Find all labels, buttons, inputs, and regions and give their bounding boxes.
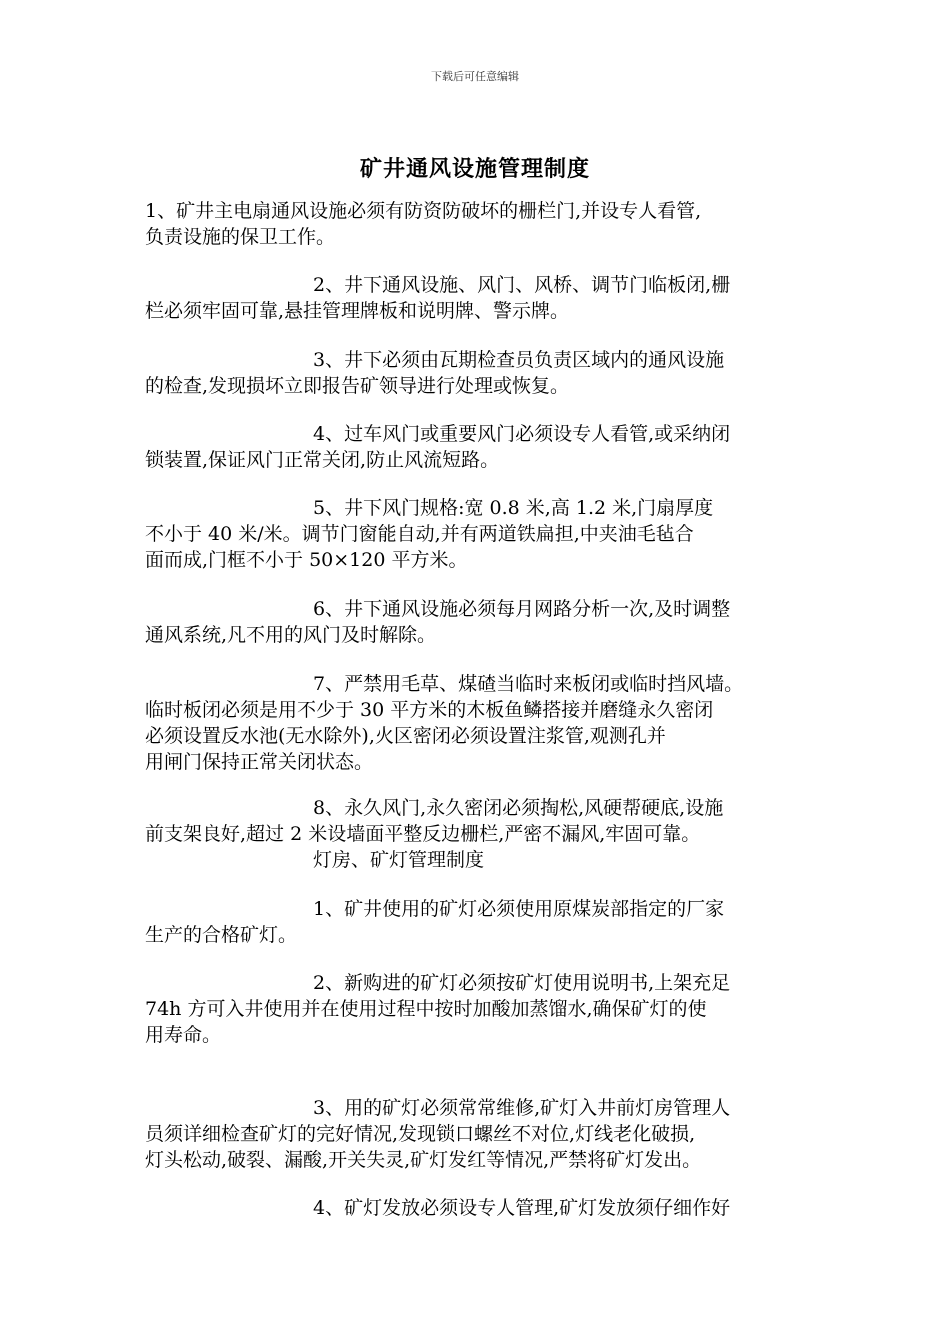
- paragraph-line: 栏必须牢固可靠,悬挂管理牌板和说明牌、警示牌。: [145, 300, 570, 322]
- paragraph-line: 3、用的矿灯必须常常维修,矿灯入井前灯房管理人: [313, 1097, 731, 1119]
- document-title: 矿井通风设施管理制度: [359, 156, 590, 182]
- paragraph-line: 4、过车风门或重要风门必须设专人看管,或采纳闭: [313, 423, 731, 445]
- paragraph-5: [145, 495, 825, 573]
- paragraph-12: [145, 1195, 825, 1221]
- paragraph-line: 6、井下通风设施必须每月网路分析一次,及时调整: [313, 598, 731, 620]
- paragraph-6: [145, 596, 825, 648]
- paragraph-7: [145, 671, 825, 775]
- paragraph-line: 7、严禁用毛草、煤碴当临时来板闭或临时挡风墙。: [313, 673, 744, 695]
- header-note: 下载后可任意编辑: [431, 70, 519, 83]
- paragraph-line: 1、矿井主电扇通风设施必须有防资防破坏的栅栏门,并设专人看管,: [145, 200, 702, 222]
- paragraph-10: [145, 970, 825, 1048]
- paragraph-line: 生产的合格矿灯。: [145, 924, 298, 946]
- paragraph-4: [145, 421, 825, 473]
- paragraph-2: [145, 272, 825, 324]
- paragraph-line: 74h 方可入井使用并在使用过程中按时加酸加蒸馏水,确保矿灯的使: [145, 998, 707, 1020]
- paragraph-line: 不小于 40 米/米。调节门窗能自动,并有两道铁扁担,中夹油毛毡合: [145, 523, 694, 545]
- paragraph-line: 灯头松动,破裂、漏酸,开关失灵,矿灯发红等情况,严禁将矿灯发出。: [145, 1149, 702, 1171]
- paragraph-8: [145, 795, 825, 873]
- paragraph-9: [145, 896, 825, 948]
- paragraph-3: [145, 347, 825, 399]
- paragraph-line: 用寿命。: [145, 1024, 222, 1046]
- paragraph-11: [145, 1095, 825, 1173]
- paragraph-line: 锁装置,保证风门正常关闭,防止风流短路。: [145, 449, 500, 471]
- paragraph-line: 员须详细检查矿灯的完好情况,发现锁口螺丝不对位,灯线老化破损,: [145, 1123, 696, 1145]
- paragraph-line: 临时板闭必须是用不少于 30 平方米的木板鱼鳞搭接并磨缝永久密闭: [145, 699, 714, 721]
- paragraph-line: 负责设施的保卫工作。: [145, 226, 336, 248]
- paragraph-line: 4、矿灯发放必须设专人管理,矿灯发放须仔细作好: [313, 1197, 731, 1219]
- paragraph-line: 3、井下必须由瓦期检查员负责区域内的通风设施: [313, 349, 725, 371]
- paragraph-line: 必须设置反水池(无水除外),火区密闭必须设置注浆管,观测孔并: [145, 725, 666, 747]
- paragraph-1: [145, 198, 825, 250]
- paragraph-line: 8、永久风门,永久密闭必须掏松,风硬帮硬底,设施: [313, 797, 724, 819]
- section-heading: 灯房、矿灯管理制度: [313, 849, 485, 871]
- paragraph-line: 2、新购进的矿灯必须按矿灯使用说明书,上架充足: [313, 972, 731, 994]
- paragraph-line: 用闸门保持正常关闭状态。: [145, 751, 374, 773]
- paragraph-line: 2、井下通风设施、风门、风桥、调节门临板闭,栅: [313, 274, 731, 296]
- paragraph-line: 通风系统,凡不用的风门及时解除。: [145, 624, 437, 646]
- paragraph-line: 1、矿井使用的矿灯必须使用原煤炭部指定的厂家: [313, 898, 725, 920]
- paragraph-line: 的检查,发现损坏立即报告矿领导进行处理或恢复。: [145, 375, 570, 397]
- paragraph-line: 前支架良好,超过 2 米设墙面平整反边栅栏,严密不漏风,牢固可靠。: [145, 823, 701, 845]
- paragraph-line: 5、井下风门规格:宽 0.8 米,高 1.2 米,门扇厚度: [313, 497, 714, 519]
- paragraph-line: 面而成,门框不小于 50×120 平方米。: [145, 549, 468, 571]
